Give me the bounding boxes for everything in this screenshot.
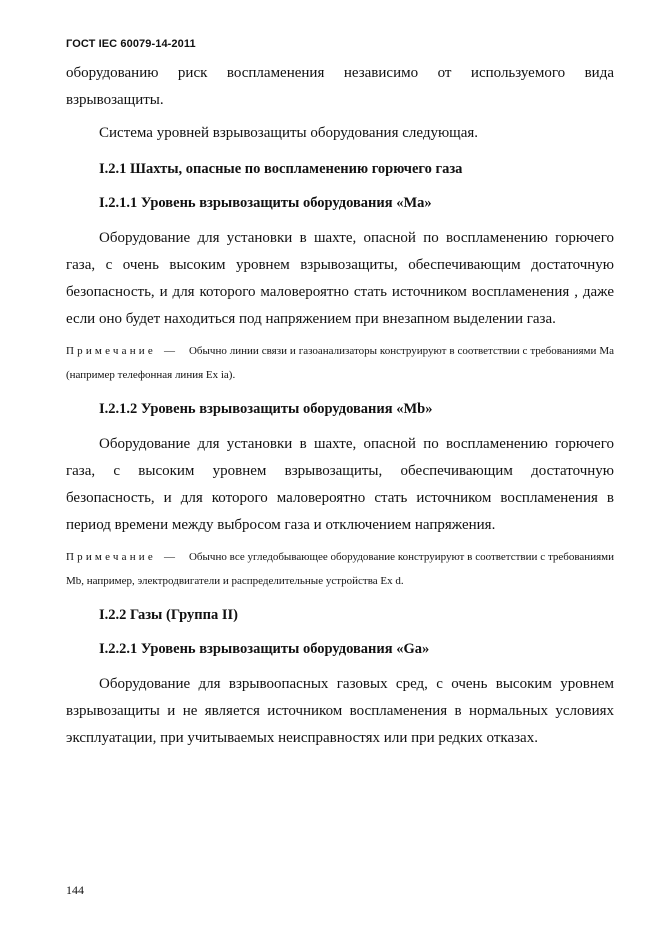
note-text: Обычно все угледобывающее оборудование конструируют в соответствии с требованиями Mb, например, электродвигатели и распределительные устройства Ex d. [66,551,614,587]
section-heading-i-2-2: I.2.2 Газы (Группа II) [99,607,238,623]
note-text: Обычно линии связи и газоанализаторы конструируют в соответствии с требованиями Ma (например телефонная линия Ex ia). [66,345,614,381]
section-heading-i-2-2-1: I.2.2.1 Уровень взрывозащиты оборудования «Ga» [99,641,430,657]
paragraph-level-ma: Оборудование для установки в шахте, опасной по воспламенению горючего газа, с очень высоким уровнем взрывозащиты, обеспечивающим достаточную безопасность, и для которого маловероятно стать источником воспламенения , даже если оно будет находиться под напряжением при внезапном выделении газа. [66,230,614,327]
paragraph-level-mb: Оборудование для установки в шахте, опасной по воспламенению горючего газа, с высоким уровнем взрывозащиты, обеспечивающим достаточную безопасность, и для которого маловероятно стать источником воспламенения в период времени между выбросом газа и отключением напряжения. [66,436,614,533]
section-heading-i-2-1-2: I.2.1.2 Уровень взрывозащиты оборудования «Mb» [99,401,433,417]
note-dash: — [163,551,175,563]
paragraph-level-ga: Оборудование для взрывоопасных газовых сред, с очень высоким уровнем взрывозащиты и не является источником воспламенения в нормальных условиях эксплуатации, при учитываемых неисправностях или при редких отказах. [66,676,614,746]
section-heading-i-2-1: I.2.1 Шахты, опасные по воспламенению горючего газа [99,161,463,177]
note-label: Примечание [66,551,156,563]
standard-header: ГОСТ IEC 60079-14-2011 [66,38,196,50]
note-mb [66,545,614,593]
paragraph-continuation-end: взрывозащиты. [66,92,164,108]
paragraph-continuation-line: оборудованию риск воспламенения независимо от используемого вида [66,65,614,81]
note-label: Примечание [66,345,156,357]
page-number: 144 [66,883,84,897]
note-dash: — [163,345,175,357]
paragraph-system-levels: Система уровней взрывозащиты оборудования следующая. [99,125,479,141]
section-heading-i-2-1-1: I.2.1.1 Уровень взрывозащиты оборудования «Ma» [99,195,432,211]
document-body [66,60,614,752]
note-ma [66,339,614,387]
